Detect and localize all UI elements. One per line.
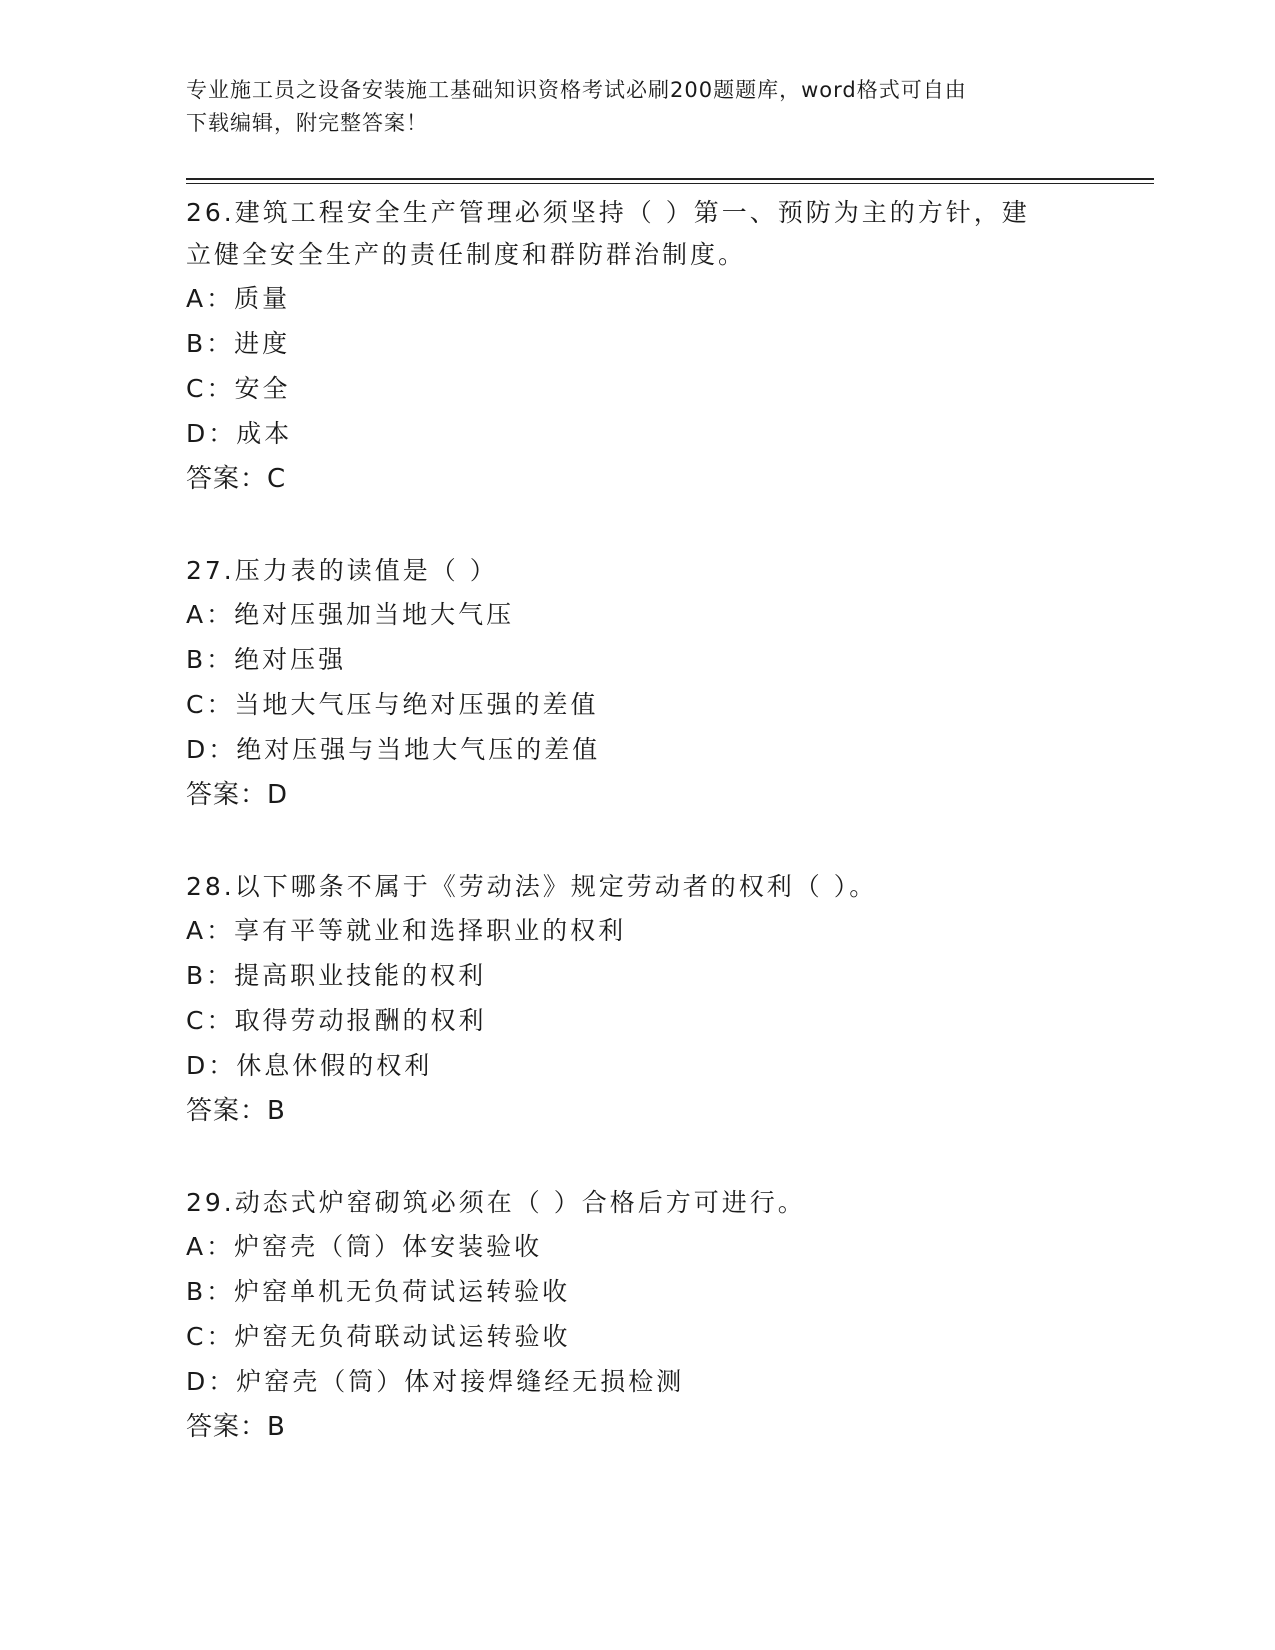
header-line-2: 下载编辑，附完整答案！ — [186, 111, 428, 135]
option-d: D：绝对压强与当地大气压的差值 — [186, 735, 601, 764]
option-c: C：炉窑无负荷联动试运转验收 — [186, 1322, 571, 1351]
question-list — [186, 190, 1086, 1450]
option-d: D：炉窑壳（筒）体对接焊缝经无损检测 — [186, 1367, 685, 1396]
option-b: B：绝对压强 — [186, 645, 347, 674]
question-stem — [186, 864, 1086, 908]
header-divider-thin — [186, 183, 1154, 184]
question-spacer — [186, 1134, 1086, 1180]
option-b: B：进度 — [186, 329, 291, 358]
option-d: D：成本 — [186, 419, 293, 448]
option-c: C：取得劳动报酬的权利 — [186, 1006, 487, 1035]
question-spacer — [186, 818, 1086, 864]
answer: 答案：D — [186, 780, 289, 810]
header-line-1: 专业施工员之设备安装施工基础知识资格考试必刷200题题库，word格式可自由 — [186, 78, 967, 102]
option-b: B：提高职业技能的权利 — [186, 961, 487, 990]
question-stem-line: 28.以下哪条不属于《劳动法》规定劳动者的权利（ ）。 — [186, 872, 878, 901]
question-stem-line: 26.建筑工程安全生产管理必须坚持（ ）第一、预防为主的方针，建 — [186, 198, 1030, 227]
question-stem-line: 29.动态式炉窑砌筑必须在（ ）合格后方可进行。 — [186, 1188, 806, 1217]
question-26 — [186, 190, 1086, 502]
option-d: D：休息休假的权利 — [186, 1051, 433, 1080]
option-c: C：安全 — [186, 374, 291, 403]
answer: 答案：C — [186, 464, 287, 494]
option-b: B：炉窑单机无负荷试运转验收 — [186, 1277, 571, 1306]
document-header — [186, 74, 1066, 140]
question-stem — [186, 190, 1086, 276]
option-a: A：炉窑壳（筒）体安装验收 — [186, 1232, 543, 1261]
question-29 — [186, 1180, 1086, 1450]
question-28 — [186, 864, 1086, 1134]
answer: 答案：B — [186, 1096, 286, 1126]
option-a: A：享有平等就业和选择职业的权利 — [186, 916, 627, 945]
question-stem-line: 27.压力表的读值是（ ） — [186, 556, 498, 585]
question-spacer — [186, 502, 1086, 548]
answer: 答案：B — [186, 1412, 286, 1442]
option-a: A：绝对压强加当地大气压 — [186, 600, 515, 629]
option-c: C：当地大气压与绝对压强的差值 — [186, 690, 599, 719]
option-a: A：质量 — [186, 284, 291, 313]
question-stem-line: 立健全安全生产的责任制度和群防群治制度。 — [186, 240, 747, 269]
question-stem — [186, 548, 1086, 592]
question-stem — [186, 1180, 1086, 1224]
question-27 — [186, 548, 1086, 818]
header-divider-thick — [186, 178, 1154, 180]
